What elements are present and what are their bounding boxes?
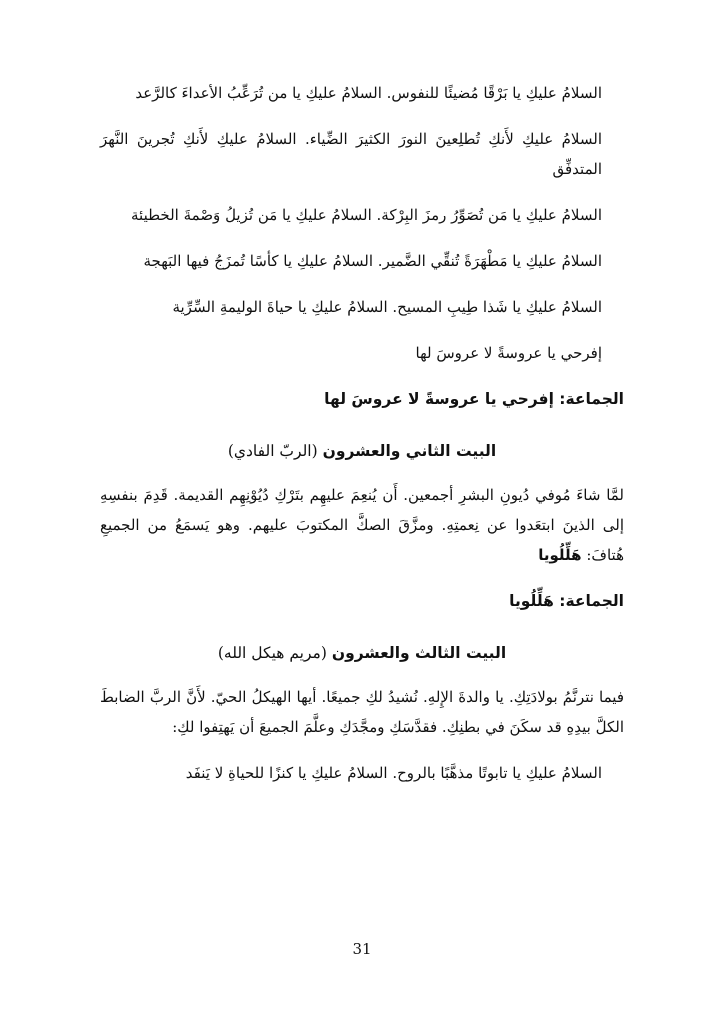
page-number: 31 [352, 940, 372, 958]
verse-paragraph-4: السلامُ عليكِ يا مَطْهَرَةً تُنقِّي الضَّمير. السلامُ عليكِ يا كأسًا تُمزَجُ فيها البَهجة [143, 252, 602, 270]
section-23-heading: البيت الثالث والعشرون [331, 644, 507, 662]
section-22-hallelujah: هَلِّلُويا [538, 546, 582, 564]
document-page [100, 78, 624, 804]
verse-paragraph-6: إفرحي يا عروسةً لا عروسَ لها [415, 344, 602, 362]
section-title-23 [100, 638, 624, 668]
section-22-text: لمَّا شاءَ مُوفي دُيونِ البشرِ أجمعين. أَن يُنعِمَ عليهِم بتَرْكِ دُيُوْنِهِم القديمة. قَدِمَ بنفسِهِ إلى الذينَ ابتعَدوا عن نِعمتِهِ. ومزَّقَ الصكَّ المكتوبَ عليهم. وهو يَسمَعُ من الجميعِ هُتافَ: [100, 486, 624, 564]
verse-paragraph-5: السلامُ عليكِ يا شَذا طِيبِ المسيح. السلامُ عليكِ يا حياةَ الوليمةِ السِّرِّية [172, 298, 602, 316]
verse-paragraph-2: السلامُ عليكِ لأَنكِ تُطلِعينَ النورَ الكثيرَ الضِّياء. السلامُ عليكِ لأَنكِ تُجرينَ النَّهرَ المتدفِّق [100, 130, 602, 178]
chorus-response-1: الجماعة: إفرحي يا عروسةً لا عروسَ لها [324, 390, 624, 408]
section-23-subtitle: (مريم هيكل الله) [217, 644, 327, 662]
section-22-subtitle: (الربّ الفادي) [227, 442, 318, 460]
verse-paragraph-1: السلامُ عليكِ يا بَرْقًا مُضيئًا للنفوس. السلامُ عليكِ يا من تُرَعِّبُ الأعداءَ كالرَّعد [135, 84, 602, 102]
section-23-last-line: السلامُ عليكِ يا تابوتًا مذهَّبًا بالروح. السلامُ عليكِ يا كنزًا للحياةِ لا يَنفَد [185, 764, 602, 782]
section-22-heading: البيت الثاني والعشرون [322, 442, 497, 460]
chorus-response-2: الجماعة: هَلِّلُويا [509, 592, 624, 610]
section-23-body: فيما نترنَّمُ بولادَتِكِ. يا والدةَ الإِلهِ. نُشيدُ لكِ جميعًا. أيها الهيكلُ الحيّ. لأَنَّ الربَّ الضابطَ الكلَّ بيدِهِ قد سكَنَ في بطنِكِ. فقدَّسَكِ ومجَّدَكِ وعلَّمَ الجميعَ أن يَهتِفوا لكِ: [100, 688, 624, 736]
verse-paragraph-3: السلامُ عليكِ يا مَن تُصَوِّرُ رمزَ البِرْكة. السلامُ عليكِ يا مَن تُزيلُ وَصْمةَ الخطيئة [131, 206, 602, 224]
section-22-body [100, 480, 624, 570]
section-title-22 [100, 436, 624, 466]
